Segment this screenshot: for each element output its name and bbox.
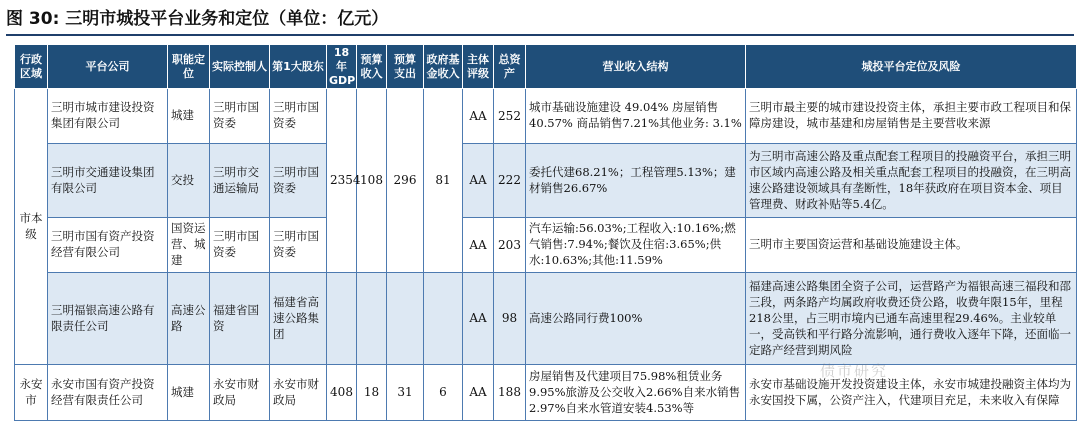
fund-in-cell: 81 — [424, 89, 463, 273]
function-cell: 城建 — [168, 89, 210, 144]
col-region: 行政区域 — [15, 45, 48, 89]
assets-cell: 252 — [494, 89, 526, 144]
col-gdp: 18年GDP — [327, 45, 357, 89]
positioning-cell: 永安市基础设施开发投资建设主体，永安市城建投融资主体均为永安国投下属，公资产注入，代建项目充足，未来收入有保障 — [746, 365, 1077, 421]
positioning-cell: 三明市主要国资运营和基础设施建设主体。 — [746, 218, 1077, 273]
table-row — [15, 273, 1077, 365]
col-controller: 实际控制人 — [210, 45, 270, 89]
controller-cell: 三明市国资委 — [210, 218, 270, 273]
shareholder-cell: 永安市财政局 — [270, 365, 327, 421]
shareholder-cell: 三明市国资委 — [270, 89, 327, 144]
rating-cell: AA — [463, 89, 494, 144]
company-cell: 三明福银高速公路有限责任公司 — [48, 273, 168, 365]
rating-cell: AA — [463, 144, 494, 218]
budget-in-cell-empty — [357, 273, 387, 365]
col-function: 职能定位 — [168, 45, 210, 89]
function-cell: 国资运营、城建 — [168, 218, 210, 273]
budget-out-cell-empty — [387, 273, 424, 365]
budget-in-cell: 108 — [357, 89, 387, 273]
rating-cell: AA — [463, 218, 494, 273]
company-cell: 三明市城市建设投资集团有限公司 — [48, 89, 168, 144]
col-shareholder: 第1大股东 — [270, 45, 327, 89]
col-rating: 主体评级 — [463, 45, 494, 89]
revenue-cell: 委托代建68.21%；工程管理5.13%；建材销售26.67% — [526, 144, 746, 218]
assets-cell: 222 — [494, 144, 526, 218]
col-assets: 总资产 — [494, 45, 526, 89]
rating-cell: AA — [463, 365, 494, 421]
function-cell: 城建 — [168, 365, 210, 421]
gdp-cell: 408 — [327, 365, 357, 421]
col-company: 平台公司 — [48, 45, 168, 89]
table-row — [15, 365, 1077, 421]
revenue-cell: 房屋销售及代建项目75.98%租赁业务9.95%旅游及公交收入2.66%自来水销售2.97%自来水管道安装4.53%等 — [526, 365, 746, 421]
function-cell: 交投 — [168, 144, 210, 218]
platform-table — [14, 44, 1077, 421]
assets-cell: 98 — [494, 273, 526, 365]
revenue-cell: 城市基础设施建设 49.04% 房屋销售 40.57% 商品销售7.21%其他业务: 3.1% — [526, 89, 746, 144]
positioning-cell: 为三明市高速公路及重点配套工程项目的投融资平台，承担三明市区域内高速公路及相关重点配套工程项目的投融资，在三明高速公路建设领域具有垄断性，18年获政府在项目资本金、项目管理费、财政补贴等5.4亿。 — [746, 144, 1077, 218]
header-row — [15, 45, 1077, 89]
company-cell: 永安市国有资产投资经营有限责任公司 — [48, 365, 168, 421]
table-row — [15, 144, 1077, 218]
region-cell: 永安市 — [15, 365, 48, 421]
revenue-cell: 高速公路同行费100% — [526, 273, 746, 365]
function-cell: 高速公路 — [168, 273, 210, 365]
budget-out-cell: 296 — [387, 89, 424, 273]
table-row — [15, 218, 1077, 273]
col-revenue: 营业收入结构 — [526, 45, 746, 89]
region-cell: 市本级 — [15, 89, 48, 365]
shareholder-cell: 三明市国资委 — [270, 218, 327, 273]
company-cell: 三明市国有资产投资经营有限公司 — [48, 218, 168, 273]
positioning-cell: 三明市最主要的城市建设投资主体，承担主要市政工程项目和保障房建设，城市基建和房屋销售是主要营收来源 — [746, 89, 1077, 144]
title-divider — [6, 34, 1074, 36]
watermark-text: 债市研究 — [820, 362, 889, 380]
gdp-cell: 2354 — [327, 89, 357, 273]
company-cell: 三明市交通建设集团有限公司 — [48, 144, 168, 218]
assets-cell: 203 — [494, 218, 526, 273]
col-fund-in: 政府基金收入 — [424, 45, 463, 89]
controller-cell: 永安市财政局 — [210, 365, 270, 421]
figure-title: 图 30: 三明市城投平台业务和定位（单位：亿元） — [6, 9, 389, 29]
controller-cell: 福建省国资 — [210, 273, 270, 365]
controller-cell: 三明市国资委 — [210, 89, 270, 144]
rating-cell: AA — [463, 273, 494, 365]
gdp-cell-empty — [327, 273, 357, 365]
col-budget-out: 预算支出 — [387, 45, 424, 89]
assets-cell: 188 — [494, 365, 526, 421]
fund-in-cell-empty — [424, 273, 463, 365]
positioning-cell: 福建高速公路集团全资子公司，运营路产为福银高速三福段和邵三段，两条路产均属政府收费还贷公路，收费年限15年，里程218公里，占三明市境内已通车高速里程29.46%。主业较单一，受高铁和平行路分流影响，通行费收入逐年下降，还面临一定路产经营到期风险 — [746, 273, 1077, 365]
revenue-cell: 汽车运输:56.03%;工程收入:10.16%;燃气销售:7.94%;餐饮及住宿:3.65%;供水:10.63%;其他:11.59% — [526, 218, 746, 273]
controller-cell: 三明市交通运输局 — [210, 144, 270, 218]
col-budget-in: 预算收入 — [357, 45, 387, 89]
shareholder-cell: 三明市国资委 — [270, 144, 327, 218]
table-row — [15, 89, 1077, 144]
col-positioning: 城投平台定位及风险 — [746, 45, 1077, 89]
fund-in-cell: 6 — [424, 365, 463, 421]
budget-out-cell: 31 — [387, 365, 424, 421]
shareholder-cell: 福建省高速公路集团 — [270, 273, 327, 365]
budget-in-cell: 18 — [357, 365, 387, 421]
